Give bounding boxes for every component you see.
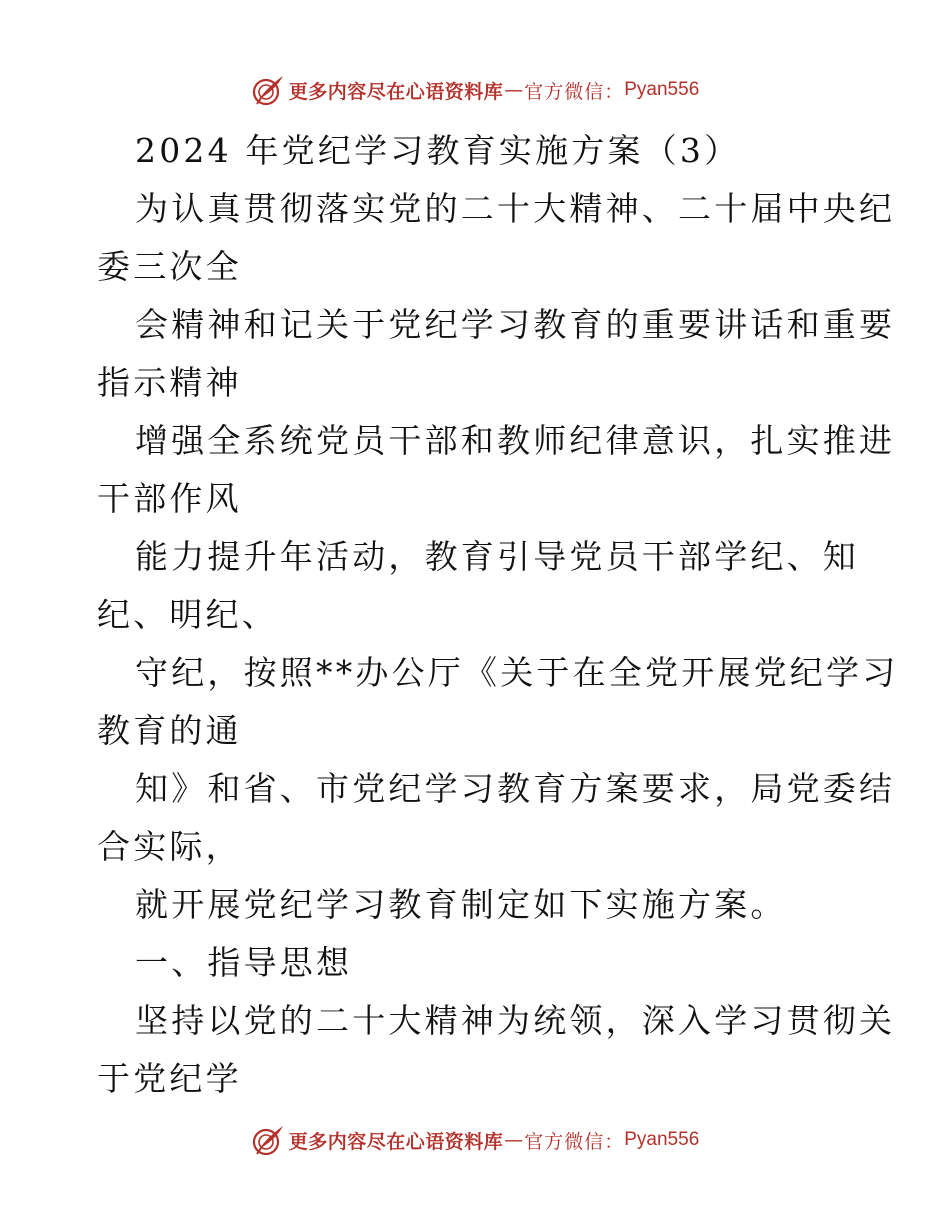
watermark-footer [0, 1120, 950, 1160]
paragraph-line: 委三次全 [97, 247, 242, 286]
watermark-dash: — [504, 79, 524, 101]
watermark-wechat-id: Pyan556 [624, 1129, 700, 1150]
paragraph-line: 于党纪学 [97, 1059, 242, 1098]
watermark-site-text: 更多内容尽在心语资料库 [288, 80, 504, 103]
watermark-wechat-id: Pyan556 [624, 79, 700, 100]
watermark-official-label: 官方微信： [524, 80, 625, 103]
feather-logo-icon [251, 1123, 285, 1157]
paragraph-line: 增强全系统党员干部和教师纪律意识，扎实推进 [135, 421, 896, 460]
document-title: 2024 年党纪学习教育实施方案（3） [135, 131, 741, 170]
document-body [97, 122, 899, 1108]
paragraph-line: 干部作风 [97, 479, 242, 518]
feather-logo-icon [251, 73, 285, 107]
paragraph-line: 能力提升年活动，教育引导党员干部学纪、知 [135, 537, 859, 576]
paragraph-line: 知》和省、市党纪学习教育方案要求，局党委结 [135, 769, 896, 808]
paragraph-line: 就开展党纪学习教育制定如下实施方案。 [135, 885, 787, 924]
paragraph-line: 合实际， [97, 827, 242, 866]
paragraph-line: 为认真贯彻落实党的二十大精神、二十届中央纪 [135, 189, 896, 228]
paragraph-line: 纪、明纪、 [97, 595, 278, 634]
paragraph-line: 会精神和记关于党纪学习教育的重要讲话和重要 [135, 305, 896, 344]
paragraph-line: 指示精神 [97, 363, 242, 402]
paragraph-line: 守纪，按照**办公厅《关于在全党开展党纪学习 [135, 653, 899, 692]
section-heading: 一、指导思想 [135, 943, 353, 982]
watermark-dash: — [504, 1129, 524, 1151]
watermark-site-text: 更多内容尽在心语资料库 [288, 1130, 504, 1153]
paragraph-line: 教育的通 [97, 711, 242, 750]
watermark-official-label: 官方微信： [524, 1130, 625, 1153]
paragraph-line: 坚持以党的二十大精神为统领，深入学习贯彻关 [135, 1001, 896, 1040]
watermark-header [0, 70, 950, 110]
